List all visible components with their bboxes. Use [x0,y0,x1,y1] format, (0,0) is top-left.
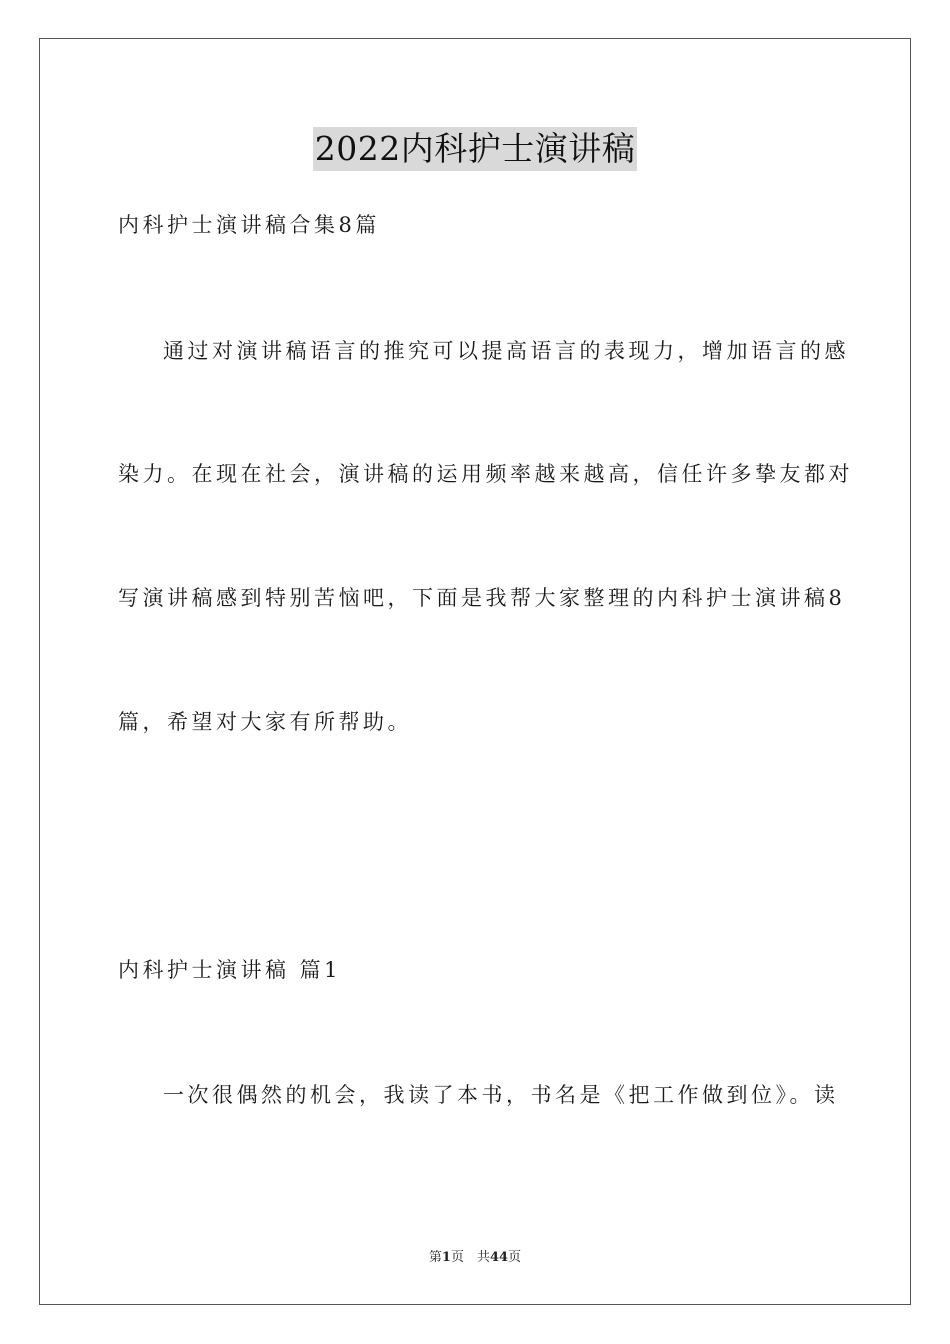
footer-suffix: 页 [508,1250,522,1265]
intro-paragraph-line: 通过对演讲稿语言的推究可以提高语言的表现力，增加语言的感 [163,339,849,363]
footer-prefix: 第 [428,1250,442,1265]
document-subtitle: 内科护士演讲稿合集8篇 [118,213,380,237]
footer-page-current: 1 [441,1250,451,1265]
title-container [0,127,950,171]
section-paragraph-line: 一次很偶然的机会，我读了本书，书名是《把工作做到位》。读 [163,1083,839,1107]
section-heading: 内科护士演讲稿 篇1 [118,958,342,982]
footer-mid: 页 共 [450,1250,490,1265]
document-title: 2022内科护士演讲稿 [313,127,637,171]
intro-paragraph-line: 写演讲稿感到特别苦恼吧，下面是我帮大家整理的内科护士演讲稿8 [118,586,846,610]
footer-page-total: 44 [489,1250,509,1265]
intro-paragraph-line: 篇，希望对大家有所帮助。 [118,710,412,734]
intro-paragraph-line: 染力。在现在社会，演讲稿的运用频率越来越高，信任许多挚友都对 [118,462,853,486]
page-footer [0,1249,950,1267]
